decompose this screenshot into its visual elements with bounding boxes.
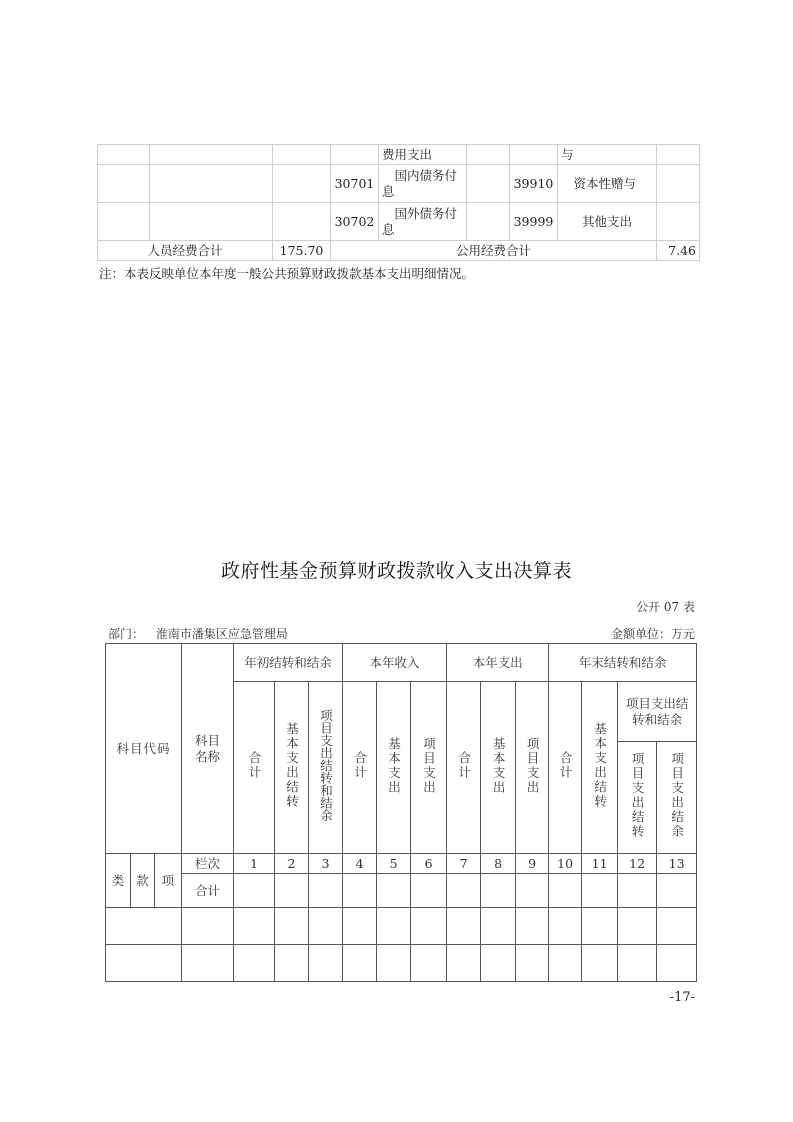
cell [98, 203, 150, 241]
table-row [98, 203, 700, 241]
cell-name: 国外债务付息 [379, 203, 467, 241]
cell [343, 908, 377, 945]
header-end-basic [582, 682, 618, 854]
table-row [98, 145, 700, 165]
cell-code: 39999 [510, 203, 558, 241]
header-text: 基本支出 [386, 736, 402, 795]
cell [377, 908, 411, 945]
cell-code: 30701 [331, 165, 379, 203]
cell-name: 资本性赠与 [558, 165, 657, 203]
column-number: 5 [377, 854, 411, 874]
total-row [106, 874, 697, 908]
header-text: 基本支出结转 [284, 722, 300, 809]
cell [273, 203, 331, 241]
cell [549, 945, 582, 982]
cell-code: 30702 [331, 203, 379, 241]
table-row [106, 908, 697, 945]
cell [234, 945, 275, 982]
public-total-label: 公用经费合计 [331, 241, 657, 261]
table-row [98, 165, 700, 203]
column-number: 1 [234, 854, 275, 874]
cell-name: 其他支出 [558, 203, 657, 241]
total-label: 合计 [182, 874, 234, 908]
cell [150, 203, 273, 241]
cell [273, 145, 331, 165]
cell [582, 874, 618, 908]
cell [411, 908, 447, 945]
cell-code [510, 145, 558, 165]
amount-unit: 金额单位：万元 [610, 627, 695, 641]
cell [549, 874, 582, 908]
cell [150, 145, 273, 165]
cell-value [467, 165, 510, 203]
table-note: 注：本表反映单位本年度一般公共预算财政拨款基本支出明细情况。 [99, 266, 475, 281]
cell [447, 945, 481, 982]
cell [234, 908, 275, 945]
cell [549, 908, 582, 945]
header-text: 项目支出结余 [669, 752, 685, 839]
personnel-total-value: 175.70 [273, 241, 331, 261]
header-text: 项目支出 [525, 736, 541, 795]
cell [481, 908, 516, 945]
header-text: 基本支出结转 [592, 722, 608, 809]
header-text: 合计 [352, 751, 368, 780]
header-text: 项目支出结转和结余 [318, 709, 334, 822]
cell [657, 945, 697, 982]
cell-value [467, 145, 510, 165]
cell-code: 39910 [510, 165, 558, 203]
cell [377, 874, 411, 908]
header-kuan: 款 [131, 854, 155, 908]
header-income-total [343, 682, 377, 854]
header-end-project-balance [657, 742, 697, 854]
cell [234, 874, 275, 908]
cell [516, 945, 549, 982]
header-begin-basic [275, 682, 309, 854]
column-number: 12 [618, 854, 657, 874]
column-number: 9 [516, 854, 549, 874]
header-text: 项目支出结转和结余 [625, 695, 689, 727]
cell [481, 945, 516, 982]
header-text: 合计 [456, 751, 472, 780]
gov-fund-budget-table [105, 643, 697, 982]
cell-name: 国内债务付息 [379, 165, 467, 203]
header-income: 本年收入 [343, 644, 447, 682]
cell [309, 945, 343, 982]
column-number: 6 [411, 854, 447, 874]
page-number: -17- [669, 990, 695, 1005]
header-text: 项目支出 [421, 736, 437, 795]
column-number: 11 [582, 854, 618, 874]
column-number: 13 [657, 854, 697, 874]
cell [377, 945, 411, 982]
cell [411, 874, 447, 908]
header-end-total [549, 682, 582, 854]
cell [516, 908, 549, 945]
header-expense-basic [481, 682, 516, 854]
cell [618, 908, 657, 945]
header-row [106, 644, 697, 682]
header-expense-total [447, 682, 481, 854]
header-expense-project [516, 682, 549, 854]
header-expense: 本年支出 [447, 644, 549, 682]
header-subject-name [182, 644, 234, 854]
cell-value [657, 165, 700, 203]
cell [98, 165, 150, 203]
header-text: 项目支出结转 [630, 752, 646, 839]
personnel-total-label: 人员经费合计 [98, 241, 273, 261]
cell [275, 945, 309, 982]
cell-value [467, 203, 510, 241]
cell [275, 908, 309, 945]
department-name: 淮南市潘集区应急管理局 [155, 627, 288, 641]
table-row [106, 945, 697, 982]
header-xiang: 项 [155, 854, 182, 908]
header-end-project-group [618, 682, 697, 742]
column-number: 10 [549, 854, 582, 874]
form-code: 公开 07 表 [636, 600, 695, 614]
cell [657, 908, 697, 945]
cell [275, 874, 309, 908]
header-text: 基本支出 [491, 736, 507, 795]
header-end-project-carry [618, 742, 657, 854]
header-begin-total [234, 682, 275, 854]
cell-name: 与 [558, 145, 657, 165]
cell [657, 874, 697, 908]
cell [411, 945, 447, 982]
cell [150, 165, 273, 203]
cell [182, 908, 234, 945]
cell [582, 945, 618, 982]
cell [182, 945, 234, 982]
cell [481, 874, 516, 908]
cell [309, 908, 343, 945]
header-end-balance: 年末结转和结余 [549, 644, 697, 682]
cell [516, 874, 549, 908]
header-subject-code: 科目代码 [106, 644, 182, 854]
cell [447, 874, 481, 908]
column-number: 7 [447, 854, 481, 874]
public-total-value: 7.46 [657, 241, 700, 261]
column-number: 8 [481, 854, 516, 874]
department-label: 部门： [108, 627, 145, 641]
column-index-row [106, 854, 697, 874]
header-begin-project [309, 682, 343, 854]
cell [582, 908, 618, 945]
header-begin-balance-text: 年初结转和结余 [244, 654, 332, 670]
cell-value [657, 203, 700, 241]
cell-code [331, 145, 379, 165]
cell [98, 145, 150, 165]
cell [106, 908, 182, 945]
cell [343, 874, 377, 908]
column-number: 3 [309, 854, 343, 874]
basic-expenditure-detail-table [97, 144, 700, 261]
cell [618, 874, 657, 908]
cell-value [657, 145, 700, 165]
header-income-project [411, 682, 447, 854]
column-number: 4 [343, 854, 377, 874]
column-index-label: 栏次 [182, 854, 234, 874]
total-row [98, 241, 700, 261]
header-subject-name-text: 科目名称 [195, 732, 221, 764]
cell [447, 908, 481, 945]
cell [106, 945, 182, 982]
cell-name: 费用支出 [379, 145, 467, 165]
cell [343, 945, 377, 982]
header-begin-balance [234, 644, 343, 682]
cell [273, 165, 331, 203]
header-text: 合计 [247, 751, 263, 780]
cell [309, 874, 343, 908]
department [108, 625, 288, 642]
header-lei: 类 [106, 854, 131, 908]
header-text: 合计 [558, 751, 574, 780]
page-title: 政府性基金预算财政拨款收入支出决算表 [220, 560, 572, 582]
column-number: 2 [275, 854, 309, 874]
header-income-basic [377, 682, 411, 854]
cell [618, 945, 657, 982]
